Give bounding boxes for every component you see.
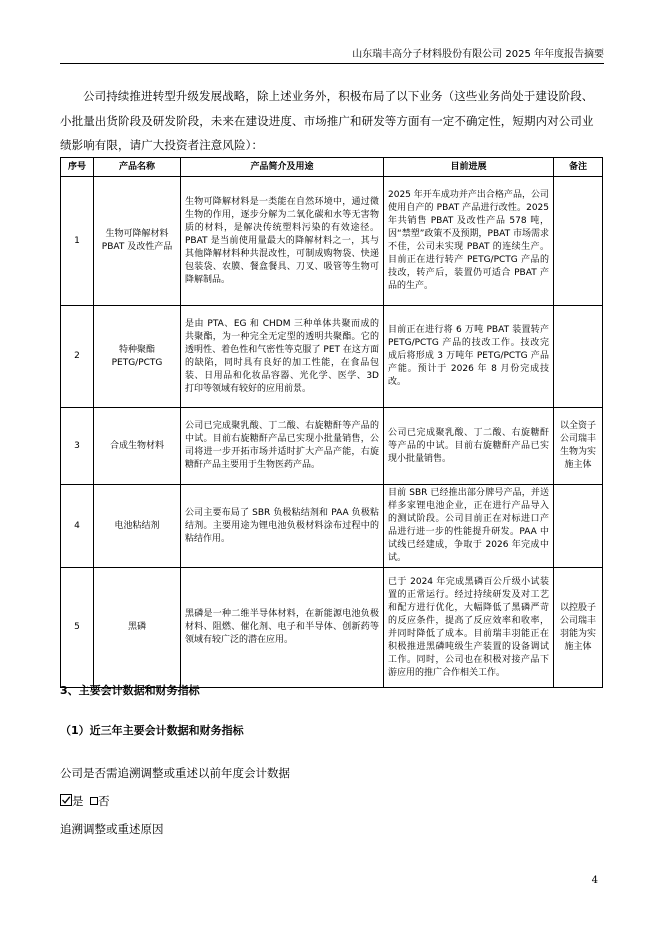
row-name: 电池粘结剂 bbox=[94, 485, 181, 568]
table-header-row bbox=[61, 158, 603, 177]
row-name: 黑磷 bbox=[94, 568, 181, 688]
row-no: 1 bbox=[61, 177, 94, 306]
row-progress: 公司已完成聚乳酸、丁二酸、右旋糖酐等产品的中试。目前右旋糖酐产品已实现小批量销售。 bbox=[384, 408, 554, 485]
report-header-title: 山东瑞丰高分子材料股份有限公司 2025 年年度报告摘要 bbox=[352, 49, 604, 60]
header-progress: 目前进展 bbox=[384, 158, 554, 177]
report-header bbox=[60, 45, 604, 64]
row-no: 5 bbox=[61, 568, 94, 688]
checked-checkbox-icon[interactable] bbox=[60, 794, 72, 806]
table-row bbox=[61, 408, 603, 485]
table-row bbox=[61, 177, 603, 306]
row-progress: 目前正在进行将 6 万吨 PBAT 装置转产 PETG/PCTG 产品的技改工作。技改完成后将形成 3 万吨年 PETG/PCTG 产品产能。预计于 2026 年 8 月份完成技改。 bbox=[384, 306, 554, 408]
row-progress: 目前 SBR 已经推出部分牌号产品，并送样多家锂电池企业，正在进行产品导入的测试阶段。公司目前正在对标进口产品进行进一步的性能提升研发。PAA 中试线已经建成，争取于 2026 年完成中试。 bbox=[384, 485, 554, 568]
row-note: 以全资子公司瑞丰生物为实施主体 bbox=[554, 408, 603, 485]
row-note bbox=[554, 485, 603, 568]
row-progress: 已于 2024 年完成黑磷百公斤级小试装置的正常运行。经过持续研发及对工艺和配方进行优化，大幅降低了黑磷严苛的反应条件，提高了反应效率和收率，并同时降低了成本。目前瑞丰羽能正在积极推进黑磷吨级生产装置的设备调试工作。同时，公司也在积极对接产品下游应用的推广合作相关工作。 bbox=[384, 568, 554, 688]
row-name: 生物可降解材料 PBAT 及改性产品 bbox=[94, 177, 181, 306]
table-row bbox=[61, 485, 603, 568]
header-no: 序号 bbox=[61, 158, 94, 177]
header-intro: 产品简介及用途 bbox=[181, 158, 384, 177]
row-no: 4 bbox=[61, 485, 94, 568]
intro-paragraph: 公司持续推进转型升级发展战略，除上述业务外，积极布局了以下业务（这些业务尚处于建设阶段、小批量出货阶段及研发阶段，未来在建设进度、市场推广和研发等方面有一定不确定性，短期内对公司业绩影响有限，请广大投资者注意风险）： bbox=[60, 89, 594, 152]
row-intro: 是由 PTA、EG 和 CHDM 三种单体共聚而成的共聚酯，为一种完全无定型的透明共聚酯。它的透明性、着色性和气密性等克服了 PET 在这方面的缺陷，同时具有良好的加工性能，在食品包装、日用品和化妆品容器、光化学、医学、3D 打印等领域有较好的应用前景。 bbox=[181, 306, 384, 408]
row-intro: 生物可降解材料是一类能在自然环境中，通过微生物的作用，逐步分解为二氧化碳和水等无害物质的材料，是解决传统塑料污染的有效途径。PBAT 是当前使用量最大的降解材料之一，其与其他降解材料种共混改性，可制成购物袋、快递包装袋、农膜、餐盒餐具、刀叉、吸管等生物可降解制品。 bbox=[181, 177, 384, 306]
page-number: 4 bbox=[591, 875, 598, 886]
row-intro: 黑磷是一种二维半导体材料，在新能源电池负极材料、阻燃、催化剂、电子和半导体、创新药等领域有较广泛的潜在应用。 bbox=[181, 568, 384, 688]
row-note bbox=[554, 177, 603, 306]
row-name: 合成生物材料 bbox=[94, 408, 181, 485]
yes-label: 是 bbox=[72, 794, 84, 808]
section-heading: 3、主要会计数据和财务指标 bbox=[60, 684, 200, 697]
header-note: 备注 bbox=[554, 158, 603, 177]
row-intro: 公司已完成聚乳酸、丁二酸、右旋糖酐等产品的中试。目前右旋糖酐产品已实现小批量销售，公司将进一步开拓市场并适时扩大产品产能，右旋糖酐产品主要用于生物医药产品。 bbox=[181, 408, 384, 485]
row-no: 3 bbox=[61, 408, 94, 485]
row-name: 特种聚酯 PETG/PCTG bbox=[94, 306, 181, 408]
no-label: 否 bbox=[98, 794, 110, 808]
row-progress: 2025 年开车成功并产出合格产品，公司使用自产的 PBAT 产品进行改性。2025 年共销售 PBAT 及改性产品 578 吨，因“禁塑”政策不及预期，PBAT 市场需求不佳，公司未实现 PBAT 的连续生产。目前正在进行转产 PETG/PCTG 产品的技改，转产后，装置仍可适合 PBAT 产品的生产。 bbox=[384, 177, 554, 306]
row-note bbox=[554, 306, 603, 408]
table-row bbox=[61, 568, 603, 688]
unchecked-checkbox-icon[interactable] bbox=[90, 797, 98, 805]
products-table bbox=[60, 157, 603, 688]
restate-question: 公司是否需追溯调整或重述以前年度会计数据 bbox=[60, 766, 290, 780]
row-no: 2 bbox=[61, 306, 94, 408]
header-name: 产品名称 bbox=[94, 158, 181, 177]
subsection-heading: （1）近三年主要会计数据和财务指标 bbox=[60, 724, 244, 737]
row-note: 以控股子公司瑞丰羽能为实施主体 bbox=[554, 568, 603, 688]
table-row bbox=[61, 306, 603, 408]
row-intro: 公司主要布局了 SBR 负极粘结剂和 PAA 负极粘结剂。主要用途为锂电池负极材料涂布过程中的粘结作用。 bbox=[181, 485, 384, 568]
restate-reason-label: 追溯调整或重述原因 bbox=[60, 822, 164, 836]
restate-options bbox=[60, 793, 110, 809]
